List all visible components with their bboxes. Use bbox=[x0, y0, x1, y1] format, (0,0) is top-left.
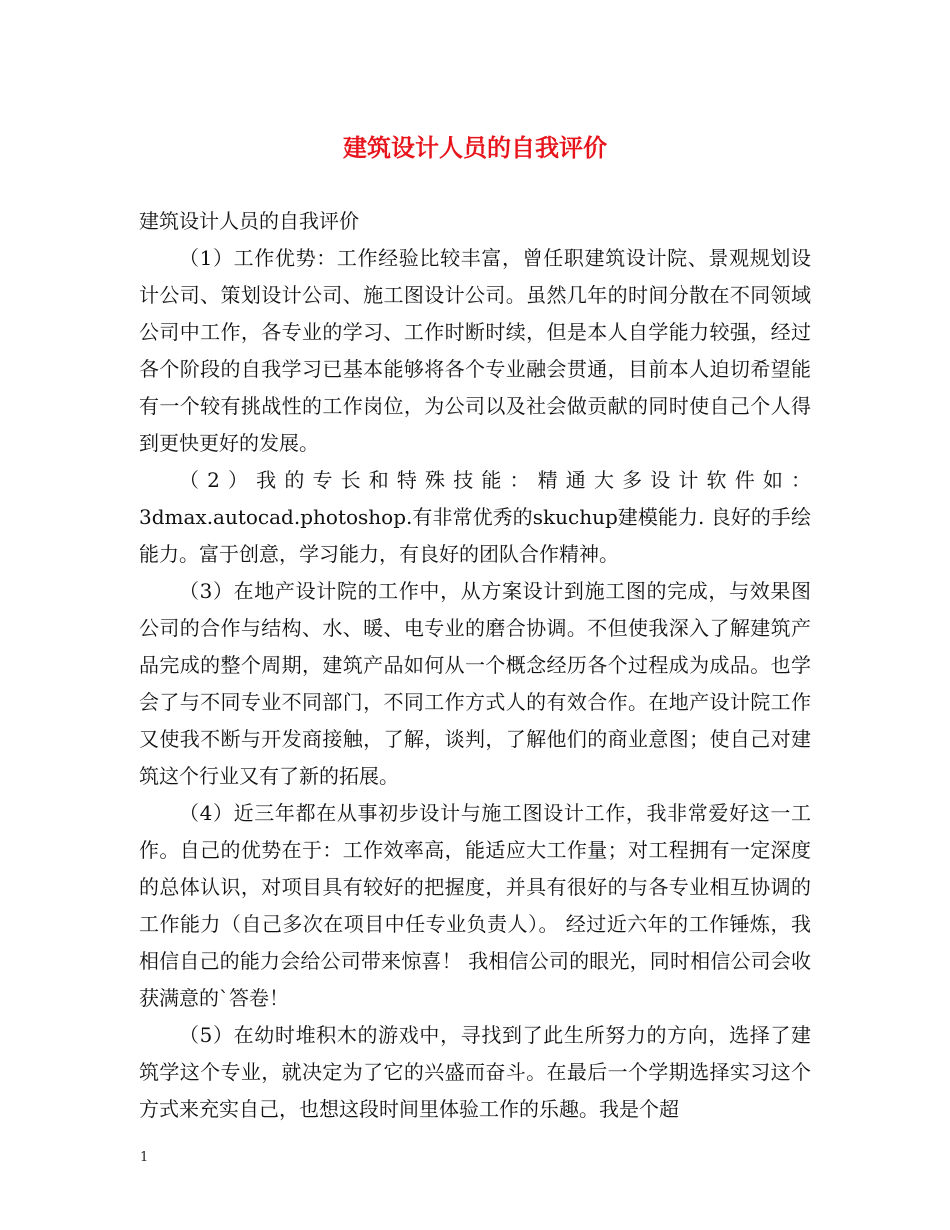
document-body bbox=[139, 203, 811, 1128]
document-title: 建筑设计人员的自我评价 bbox=[343, 133, 607, 162]
paragraph-1: （1）工作优势：工作经验比较丰富，曾任职建筑设计院、景观规划设计公司、策划设计公司、施工图设计公司。虽然几年的时间分散在不同领域公司中工作，各专业的学习、工作时断时续，但是本人自学能力较强，经过各个阶段的自我学习已基本能够将各个专业融会贯通，目前本人迫切希望能有一个较有挑战性的工作岗位，为公司以及社会做贡献的同时使自己个人得到更快更好的发展。 bbox=[139, 246, 811, 455]
document-subtitle: 建筑设计人员的自我评价 bbox=[139, 209, 359, 233]
page-number: 1 bbox=[140, 1150, 149, 1165]
paragraph-5: （5）在幼时堆积木的游戏中，寻找到了此生所努力的方向，选择了建筑学这个专业，就决定为了它的兴盛而奋斗。在最后一个学期选择实习这个方式来充实自己，也想这段时间里体验工作的乐趣。我是个超 bbox=[139, 1023, 811, 1121]
paragraph-2: （2）我的专长和特殊技能：精通大多设计软件如：3dmax.autocad.photoshop.有非常优秀的skuchup建模能力. 良好的手绘能力。富于创意，学习能力，有良好的团队合作精神。 bbox=[139, 468, 811, 566]
paragraph-3: （3）在地产设计院的工作中，从方案设计到施工图的完成，与效果图公司的合作与结构、水、暖、电专业的磨合协调。不但使我深入了解建筑产品完成的整个周期，建筑产品如何从一个概念经历各个过程成为成品。也学会了与不同专业不同部门，不同工作方式人的有效合作。在地产设计院工作又使我不断与开发商接触，了解，谈判，了解他们的商业意图；使自己对建筑这个行业又有了新的拓展。 bbox=[139, 579, 811, 788]
paragraph-4: （4）近三年都在从事初步设计与施工图设计工作，我非常爱好这一工作。自己的优势在于：工作效率高，能适应大工作量；对工程拥有一定深度的总体认识，对项目具有较好的把握度，并具有很好的与各专业相互协调的工作能力（自己多次在项目中任专业负责人）。 经过近六年的工作锤炼，我相信自己的能力会给公司带来惊喜！ 我相信公司的眼光，同时相信公司会收获满意的`答卷！ bbox=[139, 801, 811, 1010]
